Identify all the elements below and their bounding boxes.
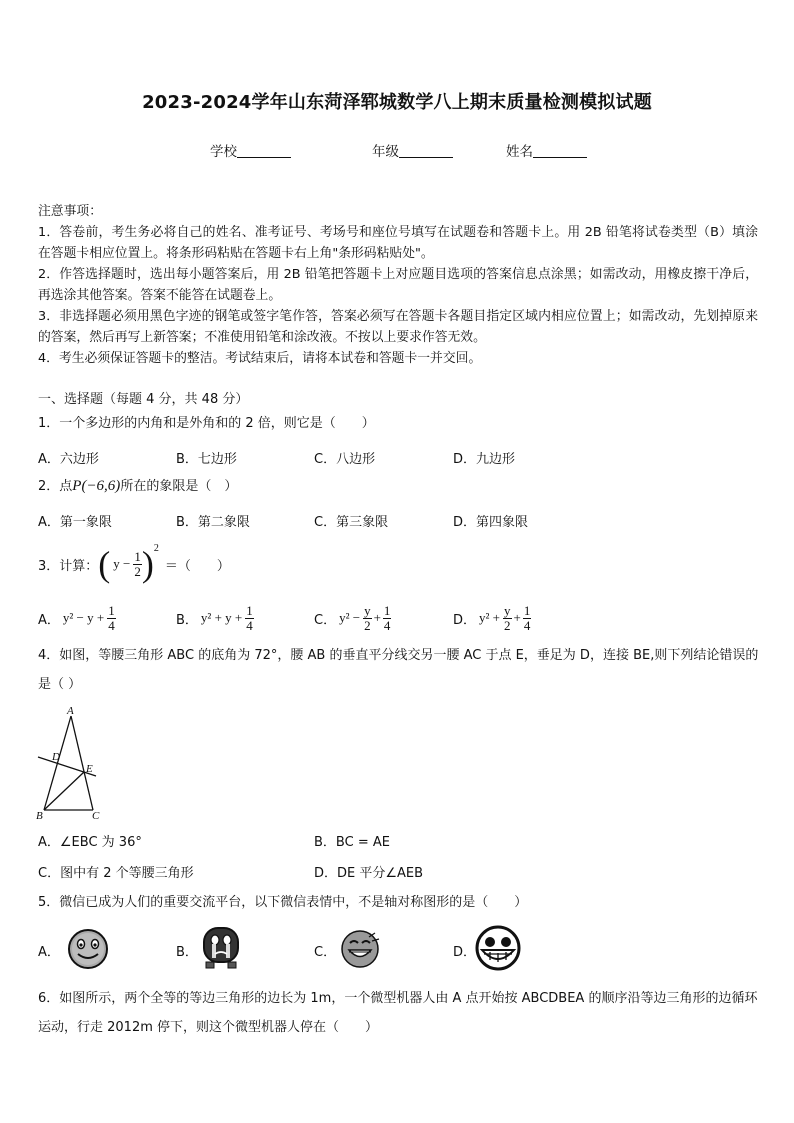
grade-label: 年级 <box>372 144 399 160</box>
school-field <box>210 140 291 160</box>
notice-item-1: 1．答卷前，考生务必将自己的姓名、准考证号、考场号和座位号填写在试题卷和答题卡上。用 2B 铅笔将试卷类型（B）填涂在答题卡相应位置上。将条形码粘贴在答题卡右上角"条形码粘贴处"。 <box>38 225 758 261</box>
q5-option-d-label: D． <box>453 945 477 960</box>
q3-option-c: C． y² − $\frac{y}{2}$ + $\frac{1}{4}$ <box>314 602 391 633</box>
question-4-stem: 4．如图，等腰三角形 ABC 的底角为 72°，腰 AB 的垂直平分线交另一腰 AC 于点 E，垂足为 D，连接 BE,则下列结论错误的是（ ） <box>38 648 759 692</box>
q3-stem-pre: 3．计算： <box>38 558 99 574</box>
grade-blank <box>399 143 453 158</box>
q4-option-a: A．∠EBC 为 36° <box>38 835 142 850</box>
notice-item-3: 3．非选择题必须用黑色字迹的钢笔或签字笔作答，答案必须写在答题卡各题目指定区域内相应位置上；如需改动，先划掉原来的答案，然后再写上新答案；不准使用铅笔和涂改液。不按以上要求作答无效。 <box>38 309 758 345</box>
laughing-face-icon <box>339 929 381 969</box>
notice-item-2: 2．作答选择题时，选出每小题答案后，用 2B 铅笔把答题卡上对应题目选项的答案信息点涂黑；如需改动，用橡皮擦干净后，再选涂其他答案。答案不能答在试题卷上。 <box>38 267 758 303</box>
q2-option-b: B．第二象限 <box>176 515 250 530</box>
notice-block <box>38 201 758 369</box>
label-a: A <box>67 705 74 717</box>
grinning-face-icon <box>474 924 522 972</box>
q3-option-d: D． y² + $\frac{y}{2}$ + $\frac{1}{4}$ <box>453 602 531 633</box>
q2-point: P(−6,6) <box>72 478 121 494</box>
smiling-face-icon <box>66 928 110 970</box>
section-heading: 一、选择题（每题 4 分，共 48 分） <box>38 392 249 407</box>
q3-exponent: 2 <box>153 543 159 554</box>
q2-stem-post: 所在的象限是（ ） <box>120 479 238 494</box>
q3-option-b: B． y² + y + $\frac{1}{4}$ <box>176 602 253 633</box>
q2-option-d: D．第四象限 <box>453 515 529 530</box>
q1-option-c: C．八边形 <box>314 452 376 467</box>
q5-option-c-label: C． <box>314 945 337 960</box>
label-e: E <box>86 763 93 775</box>
q3-fraction: $\frac{1}{2}$ <box>134 548 141 579</box>
q1-option-a: A．六边形 <box>38 452 99 467</box>
page-title: 2023-2024学年山东菏泽郓城数学八上期末质量检测模拟试题 <box>142 92 652 113</box>
isosceles-triangle-figure <box>30 702 120 822</box>
q2-stem-pre: 2．点 <box>38 479 73 494</box>
q4-option-b: B．BC = AE <box>314 835 390 850</box>
school-label: 学校 <box>210 144 237 160</box>
notice-heading: 注意事项： <box>38 204 102 219</box>
question-6-stem: 6．如图所示，两个全等的等边三角形的边长为 1m，一个微型机器人由 A 点开始按 ABCDBEA 的顺序沿等边三角形的边循环运动，行走 2012m 停下，则这个微型机器人停在（ ） <box>38 991 758 1035</box>
q1-option-d: D．九边形 <box>453 452 516 467</box>
question-5-stem: 5．微信已成为人们的重要交流平台，以下微信表情中，不是轴对称图形的是（ ） <box>38 895 528 910</box>
q3-expr: y − <box>113 556 131 571</box>
name-label: 姓名 <box>506 144 533 160</box>
q1-option-b: B．七边形 <box>176 452 237 467</box>
school-blank <box>237 143 291 158</box>
label-d: D <box>52 751 60 763</box>
name-blank <box>533 143 587 158</box>
label-b: B <box>36 810 43 822</box>
question-2-stem <box>38 473 760 500</box>
question-3-stem <box>38 541 230 587</box>
notice-item-4: 4．考生必须保证答题卡的整洁。考试结束后，请将本试卷和答题卡一并交回。 <box>38 351 482 366</box>
q3-option-a: A． y² − y + $\frac{1}{4}$ <box>38 602 115 633</box>
q3-stem-post: ＝（ ） <box>164 558 230 574</box>
name-field <box>506 140 587 160</box>
crying-face-icon <box>198 924 244 972</box>
q4-option-d: D．DE 平分∠AEB <box>314 866 424 881</box>
left-paren: ( <box>98 544 111 584</box>
q5-option-a-label: A． <box>38 945 60 960</box>
q2-option-c: C．第三象限 <box>314 515 389 530</box>
q5-option-b-label: B． <box>176 945 198 960</box>
right-paren: ) <box>141 544 154 584</box>
q2-option-a: A．第一象限 <box>38 515 112 530</box>
label-c: C <box>92 810 100 822</box>
grade-field <box>372 140 453 160</box>
q4-option-c: C．图中有 2 个等腰三角形 <box>38 866 194 881</box>
question-1-stem: 1．一个多边形的内角和是外角和的 2 倍，则它是（ ） <box>38 416 375 431</box>
